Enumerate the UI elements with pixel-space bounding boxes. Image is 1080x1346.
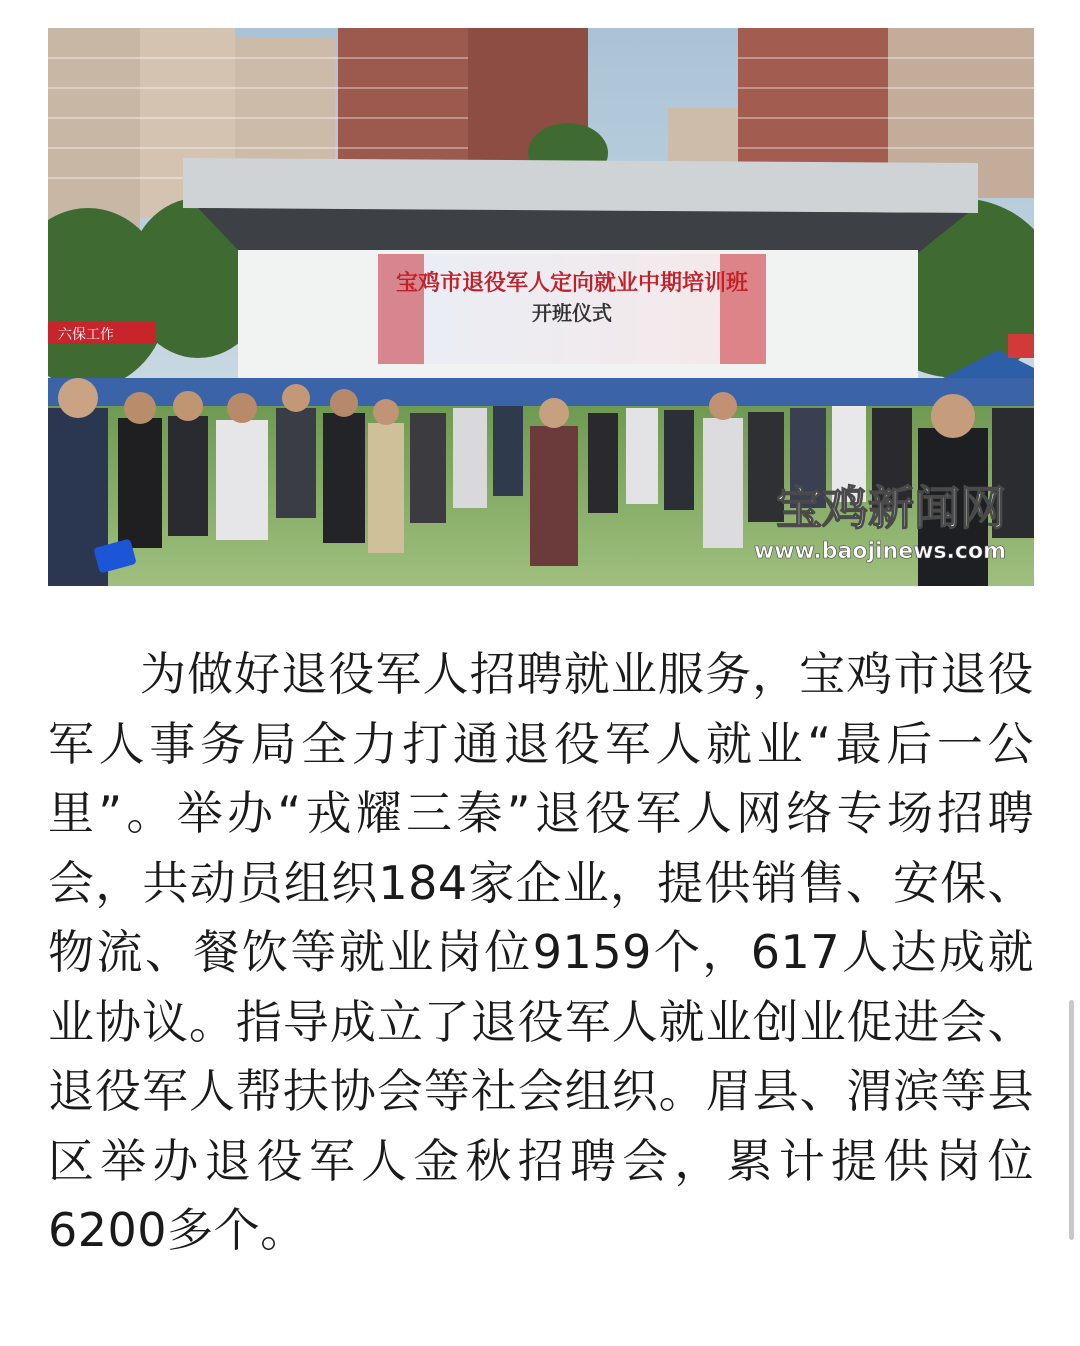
banner-title: 宝鸡市退役军人定向就业中期培训班 <box>395 271 749 296</box>
news-photo <box>48 28 1034 586</box>
banner-subtitle: 开班仪式 <box>532 301 612 325</box>
watermark-logo: 宝鸡新闻网 <box>776 481 1006 535</box>
article-paragraph: 为做好退役军人招聘就业服务，宝鸡市退役军人事务局全力打通退役军人就业“最后一公里”。举办“戎耀三秦”退役军人网络专场招聘会，共动员组织184家企业，提供销售、安保、物流、餐饮等就业岗位9159个，617人达成就业协议。指导成立了退役军人就业创业促进会、退役军人帮扶协会等社会组织。眉县、渭滨等县区举办退役军人金秋招聘会，累计提供岗位6200多个。 <box>48 647 1034 1257</box>
stage-roof <box>183 158 978 213</box>
scrollbar[interactable] <box>1069 1000 1074 1240</box>
stage-roof-underside <box>198 208 968 253</box>
ceremony-photo-illustration <box>48 28 1034 586</box>
watermark-url: www.baojinews.com <box>753 539 1006 564</box>
side-sign-text: 六保工作 <box>58 327 114 343</box>
